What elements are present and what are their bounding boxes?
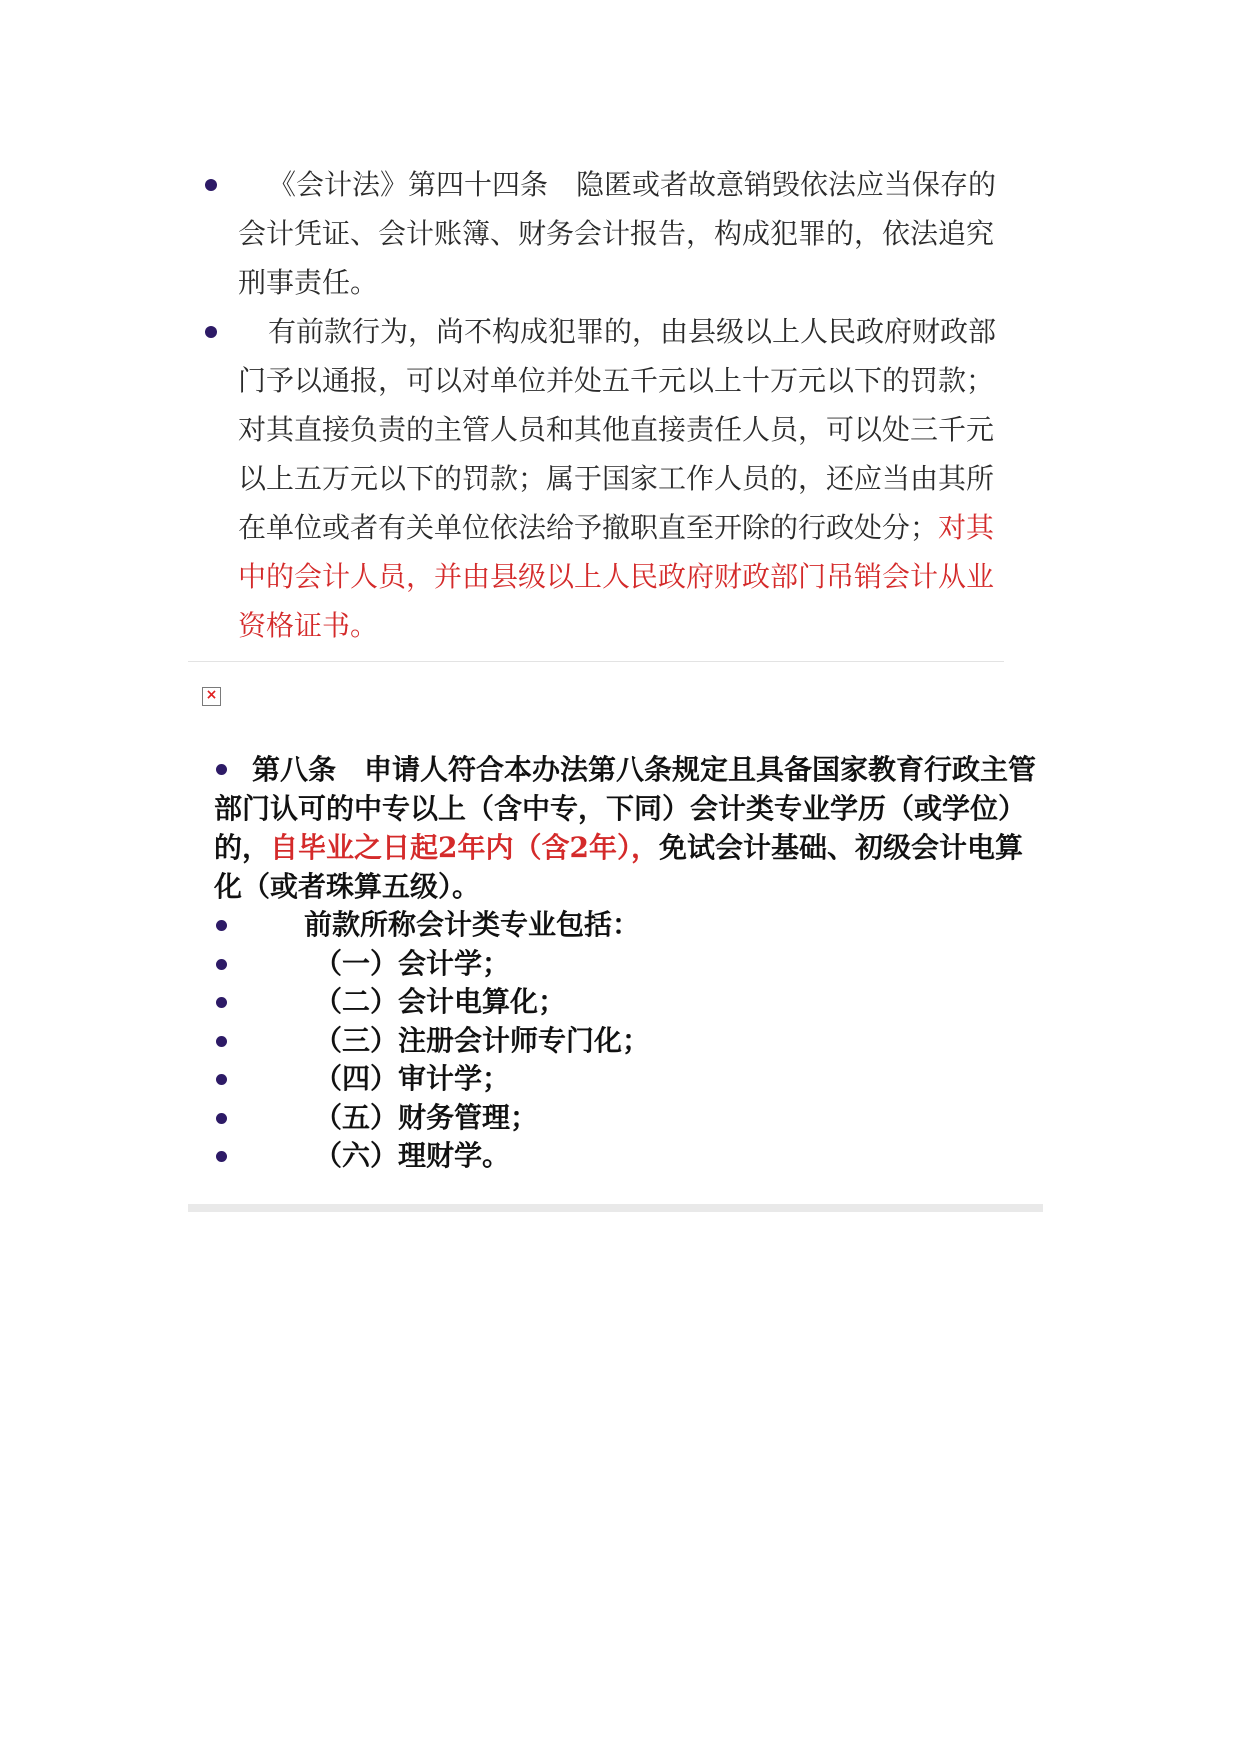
article44-paragraph-1: [188, 160, 1008, 307]
list-intro-text: 前款所称会计类专业包括：: [304, 908, 641, 941]
bullet-icon: [216, 1036, 227, 1047]
list-item: [214, 1060, 1044, 1099]
article8-highlight: 自毕业之日起2年内（含2年），: [270, 831, 659, 864]
bullet-icon: [205, 326, 217, 338]
article44-text-1: 《会计法》第四十四条 隐匿或者故意销毁依法应当保存的会计凭证、会计账簿、财务会计报告，构成犯罪的，依法追究刑事责任。: [238, 168, 997, 299]
list-item: [214, 983, 1044, 1022]
bullet-icon: [216, 920, 227, 931]
list-item: [214, 1099, 1044, 1138]
list-item: [214, 945, 1044, 984]
bullet-icon: [216, 997, 227, 1008]
article8-paragraph: [214, 750, 1044, 906]
bullet-icon: [216, 959, 227, 970]
article44-paragraph-2: [188, 307, 1008, 650]
divider: [188, 661, 1004, 662]
list-item-text: （五）财务管理；: [314, 1100, 539, 1134]
bullet-icon: [205, 179, 217, 191]
article44-section: [188, 160, 1008, 650]
list-item: [214, 1022, 1044, 1061]
broken-image-icon: [202, 687, 221, 706]
list-item-text: （六）理财学。: [314, 1139, 511, 1172]
list-item: [214, 1137, 1044, 1176]
article8-lead: 第八条 申请人符合本办法第八条规定且具备国家教育行政主管部门认可的中专以上（含中专，下同）会计类专业学历（或学位）的，: [214, 753, 1037, 864]
list-intro: [214, 906, 1044, 945]
broken-image-glyph: ×: [205, 687, 218, 703]
list-item-text: （四）审计学；: [314, 1062, 511, 1095]
bullet-icon: [216, 1074, 227, 1085]
article44-text-2: 有前款行为，尚不构成犯罪的，由县级以上人民政府财政部门予以通报，可以对单位并处五千元以上十万元以下的罚款；对其直接负责的主管人员和其他直接责任人员，可以处三千元以上五万元以下的罚款；属于国家工作人员的，还应当由其所在单位或者有关单位依法给予撤职直至开除的行政处分；: [238, 315, 997, 544]
bullet-icon: [216, 1151, 227, 1162]
bullet-icon: [216, 764, 227, 775]
list-item-text: （三）注册会计师专门化；: [314, 1023, 651, 1057]
bullet-icon: [216, 1113, 227, 1124]
list-item-text: （一）会计学；: [314, 946, 511, 980]
article8-tail: 免试会计基础、初级会计电算化（或者珠算五级）。: [214, 831, 1023, 903]
article44-highlight: 对其中的会计人员，并由县级以上人民政府财政部门吊销会计从业资格证书。: [238, 511, 995, 642]
article8-section: [214, 750, 1044, 1176]
list-item-text: （二）会计电算化；: [314, 985, 567, 1018]
divider: [188, 1204, 1043, 1212]
